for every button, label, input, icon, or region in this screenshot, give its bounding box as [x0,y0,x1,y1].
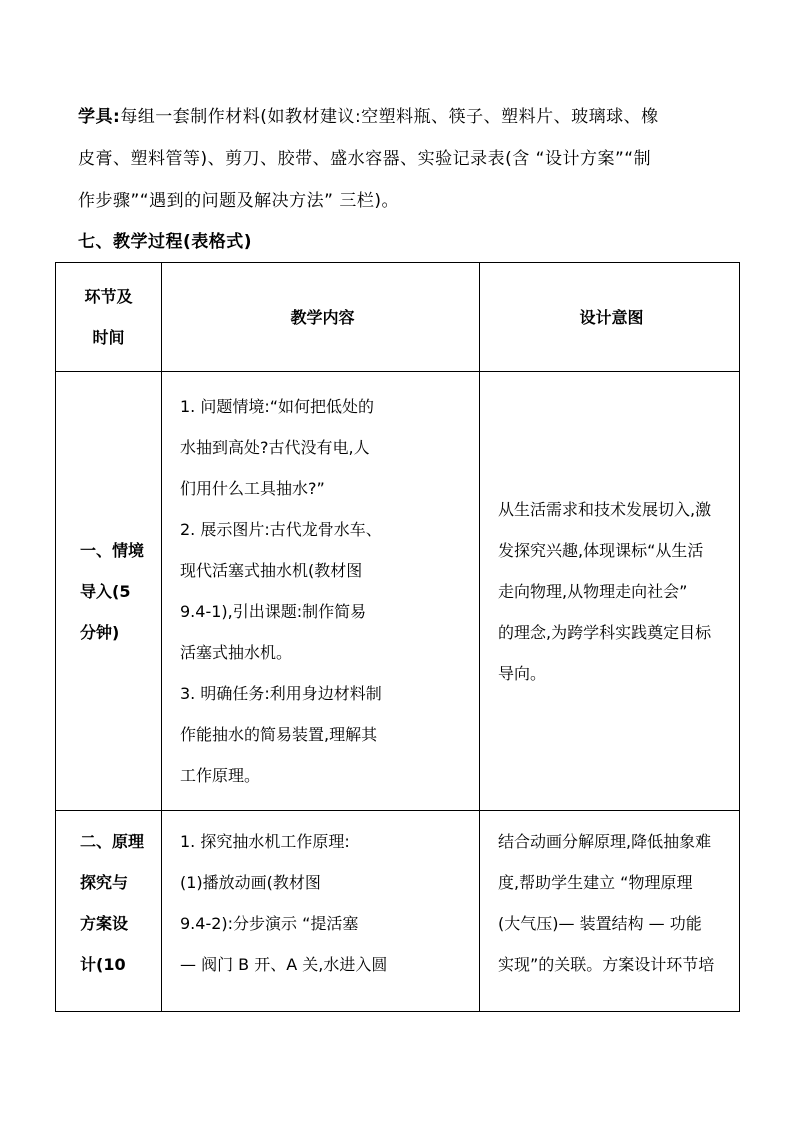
stage-cell: 一、情境 导入(5 分钟) [56,372,162,811]
stage-cell: 二、原理 探究与 方案设 计(10 [56,811,162,1012]
intent-cell: 从生活需求和技术发展切入,激 发探究兴趣,体现课标“从生活 走向物理,从物理走向社会” 的理念,为跨学科实践奠定目标 导向。 [480,372,740,811]
section-heading: 七、教学过程(表格式) [78,232,253,252]
materials-paragraph [78,96,726,222]
materials-line-3: 作步骤”“遇到的问题及解决方法” 三栏)。 [78,191,399,211]
materials-line-1: 学具:每组一套制作材料(如教材建议:空塑料瓶、筷子、塑料片、玻璃球、橡 [78,107,659,127]
materials-label: 学具: [78,107,121,127]
content-cell: 1. 探究抽水机工作原理: (1)播放动画(教材图 9.4-2):分步演示 “提活塞 — 阀门 B 开、A 关,水进入圆 [162,811,480,1012]
header-intent: 设计意图 [480,263,740,372]
table-header-row [56,263,740,372]
content-cell: 1. 问题情境:“如何把低处的 水抽到高处?古代没有电,人 们用什么工具抽水?” 2. 展示图片:古代龙骨水车、 现代活塞式抽水机(教材图 9.4-1),引出课题:制作简易 活塞式抽水机。 3. 明确任务:利用身边材料制 作能抽水的简易装置,理解其 工作原理。 [162,372,480,811]
teaching-process-table [55,262,740,1012]
intent-cell: 结合动画分解原理,降低抽象难 度,帮助学生建立 “物理原理 (大气压)— 装置结构 — 功能 实现”的关联。方案设计环节培 [480,811,740,1012]
materials-line-2: 皮膏、塑料管等)、剪刀、胶带、盛水容器、实验记录表(含 “设计方案”“制 [78,149,652,169]
table-row [56,372,740,811]
header-stage: 环节及 时间 [56,263,162,372]
header-content: 教学内容 [162,263,480,372]
table-row [56,811,740,1012]
